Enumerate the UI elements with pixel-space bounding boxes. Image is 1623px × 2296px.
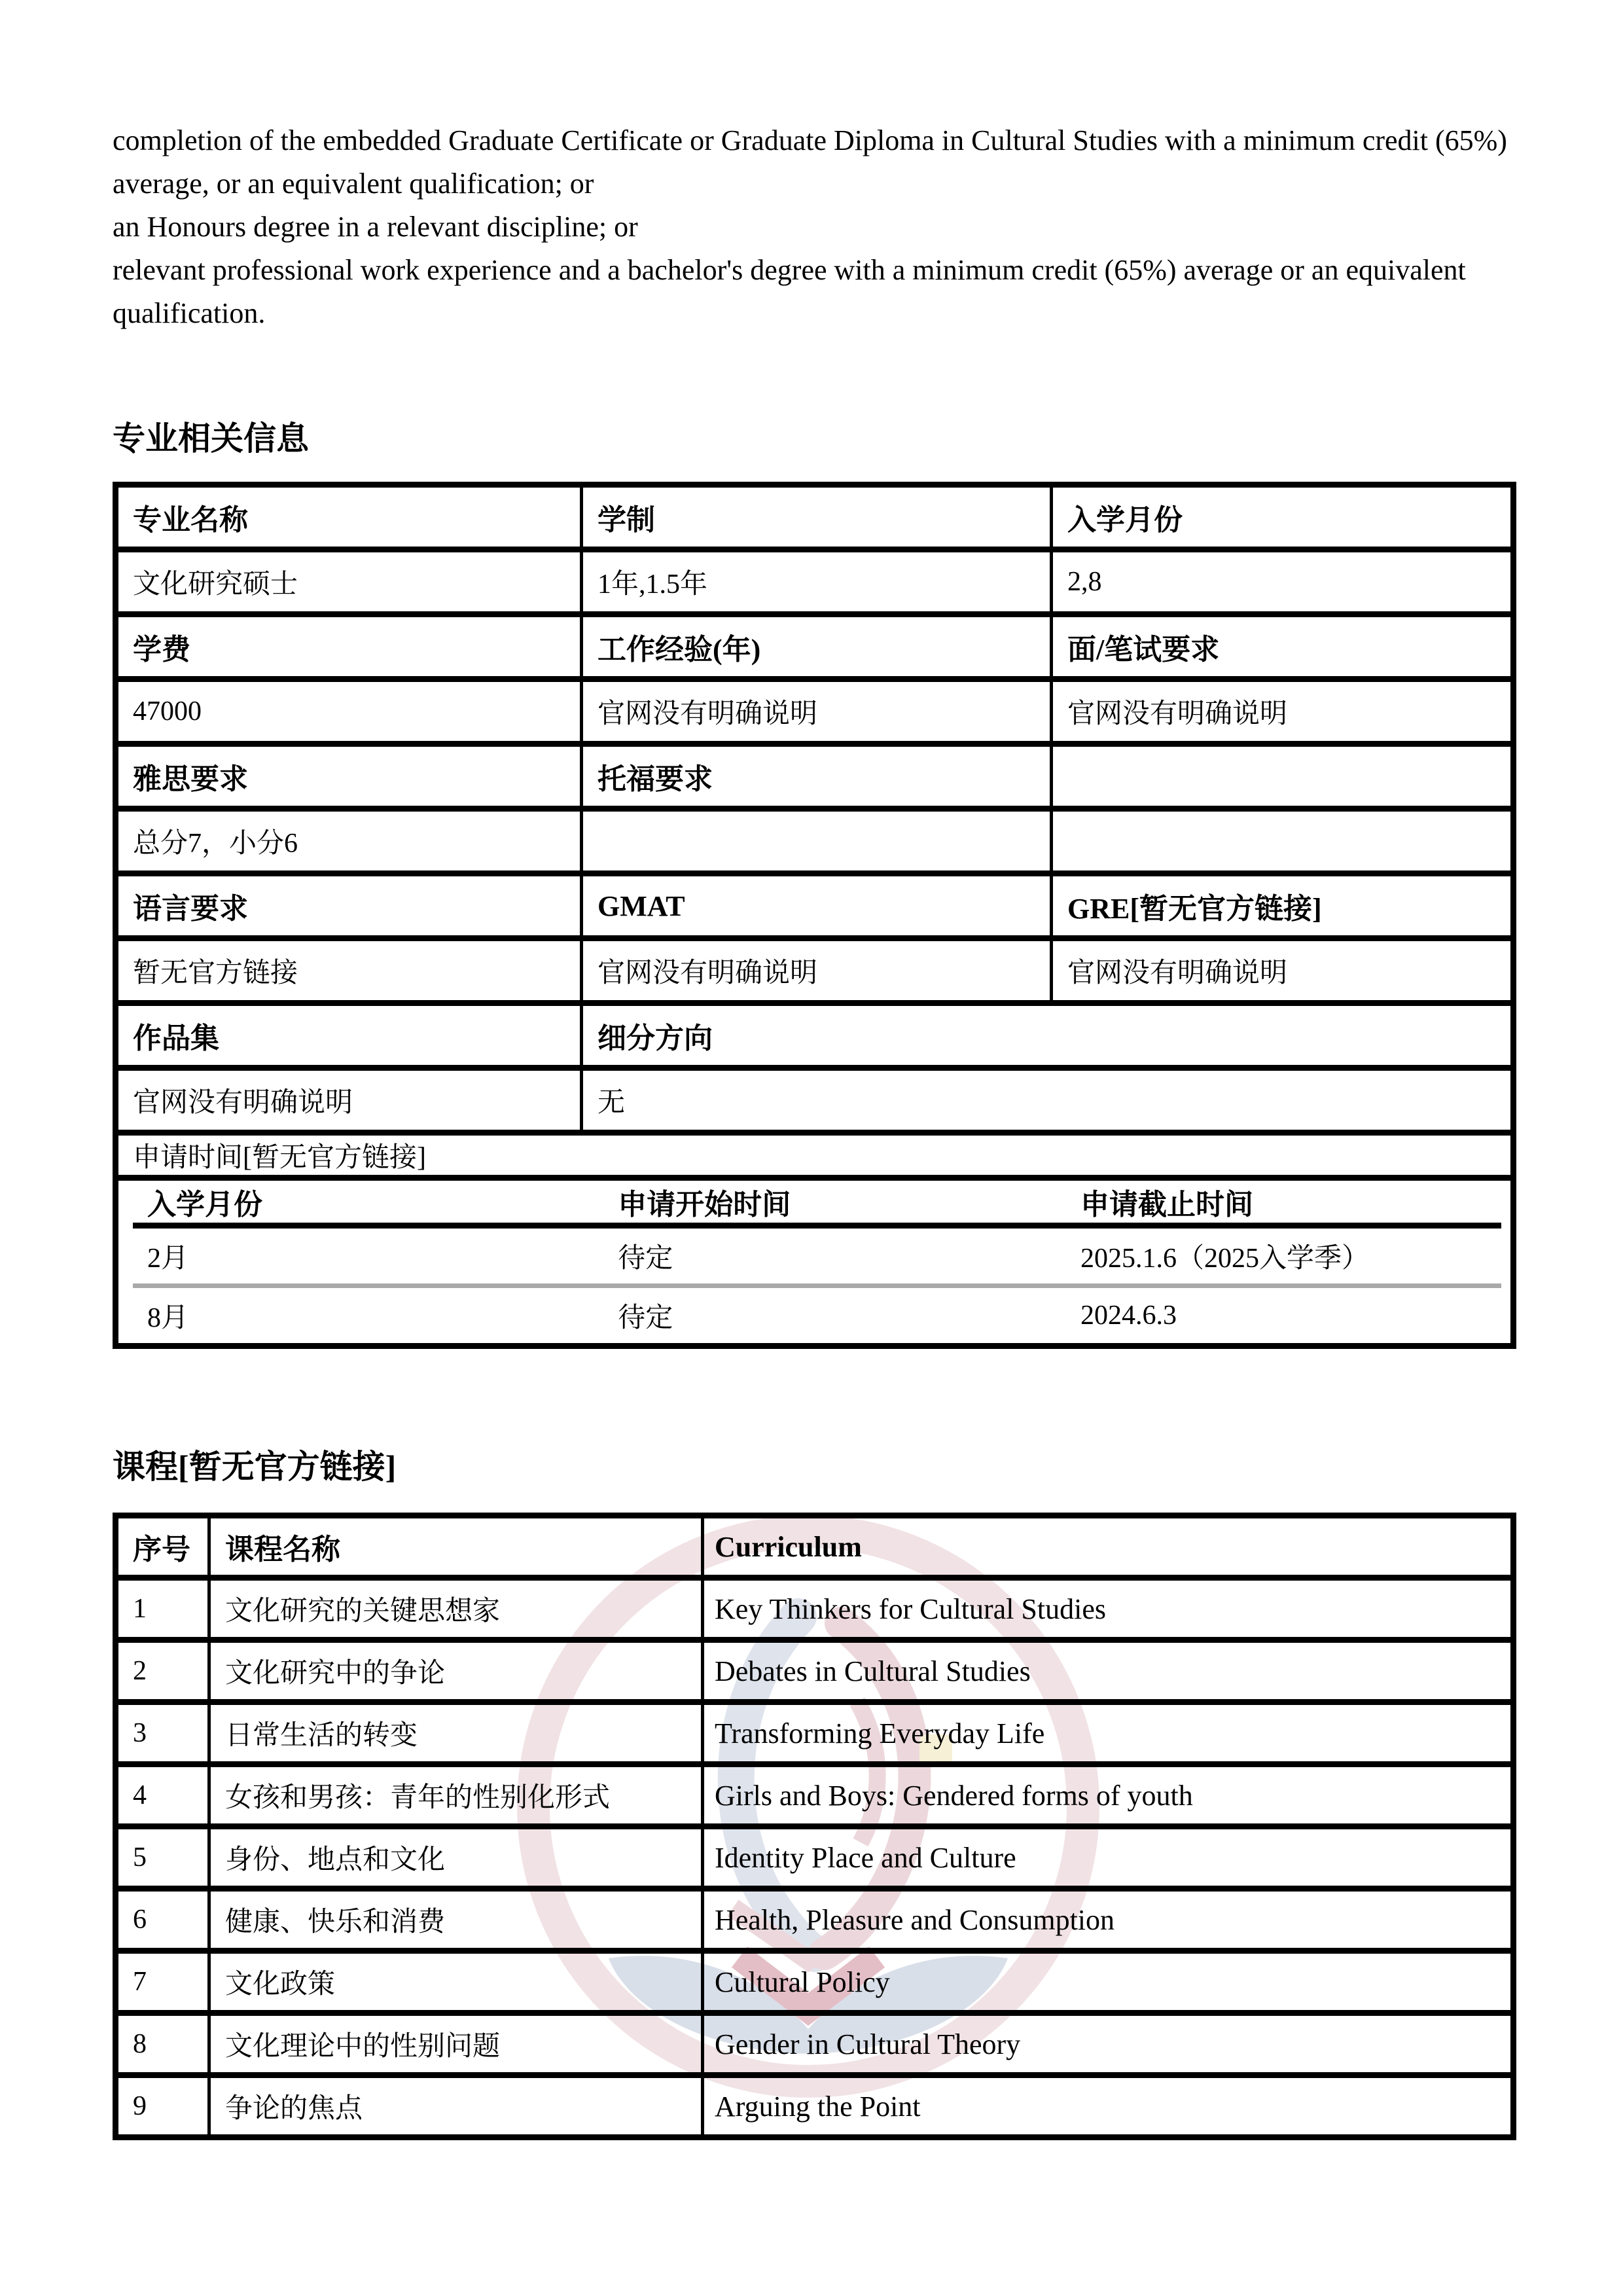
table-row <box>116 1951 1514 2013</box>
table-cell: 8月 <box>147 1303 189 1333</box>
course-name-en-cell: Girls and Boys: Gendered forms of youth <box>703 1765 1514 1827</box>
header-cell: 学制 <box>582 485 1052 550</box>
header-cell: GRE[暂无官方链接] <box>1052 874 1514 939</box>
table-header-row <box>116 485 1514 550</box>
table-row <box>116 809 1514 874</box>
course-name-cn-cell: 身份、地点和文化 <box>209 1827 703 1889</box>
course-name-cn-cell: 文化理论中的性别问题 <box>209 2013 703 2075</box>
course-name-en-cell: Cultural Policy <box>703 1951 1514 2013</box>
course-number-cell: 1 <box>116 1578 209 1640</box>
course-name-en-cell: Transforming Everyday Life <box>703 1702 1514 1765</box>
course-name-cn-cell: 文化政策 <box>209 1951 703 2013</box>
header-cell <box>1052 744 1514 809</box>
application-schedule-table <box>133 1181 1501 1343</box>
course-number-cell: 4 <box>116 1765 209 1827</box>
header-cell: 入学月份 <box>1052 485 1514 550</box>
table-header-row <box>133 1181 1501 1226</box>
course-name-en-cell: Health, Pleasure and Consumption <box>703 1889 1514 1951</box>
program-info-table <box>113 482 1516 1349</box>
course-name-cn-cell: 女孩和男孩：青年的性别化形式 <box>209 1765 703 1827</box>
table-header-row <box>116 1516 1514 1578</box>
header-cell: 序号 <box>116 1516 209 1578</box>
course-name-cn-cell: 文化研究的关键思想家 <box>209 1578 703 1640</box>
table-row <box>116 679 1514 744</box>
table-cell: 2月 <box>133 1226 603 1286</box>
table-cell: 官网没有明确说明 <box>1052 679 1514 744</box>
course-name-en-cell: Arguing the Point <box>703 2075 1514 2138</box>
table-header-row <box>116 615 1514 679</box>
header-cell: 入学月份 <box>133 1181 603 1226</box>
table-row <box>116 1578 1514 1640</box>
header-cell: 工作经验(年) <box>582 615 1052 679</box>
table-header-row <box>116 744 1514 809</box>
header-cell: 托福要求 <box>582 744 1052 809</box>
header-cell: 语言要求 <box>116 874 582 939</box>
table-row <box>116 1889 1514 1951</box>
course-name-en-cell: Identity Place and Culture <box>703 1827 1514 1889</box>
table-cell: 暂无官方链接 <box>116 939 582 1003</box>
course-number-cell: 6 <box>116 1889 209 1951</box>
table-row <box>116 1068 1514 1133</box>
table-row <box>116 1827 1514 1889</box>
course-name-en-cell: Key Thinkers for Cultural Studies <box>703 1578 1514 1640</box>
course-number-cell: 3 <box>116 1702 209 1765</box>
course-number-cell: 7 <box>116 1951 209 2013</box>
table-cell <box>1052 809 1514 874</box>
table-cell: 无 <box>582 1068 1514 1133</box>
requirement-line: an Honours degree in a relevant discipline; or <box>113 211 638 243</box>
table-cell: 2025.1.6（2025入学季） <box>1066 1226 1501 1286</box>
header-cell: 学费 <box>116 615 582 679</box>
requirement-line: relevant professional work experience and a bachelor's degree with a minimum credit (65%) average or an equivalent qualification. <box>113 254 1466 329</box>
table-row <box>116 2013 1514 2075</box>
course-number-cell: 9 <box>116 2075 209 2138</box>
course-name-en-cell: Debates in Cultural Studies <box>703 1640 1514 1702</box>
table-cell: 文化研究硕士 <box>116 550 582 615</box>
table-row <box>116 550 1514 615</box>
application-time-cell: 申请时间[暂无官方链接] <box>116 1133 1514 1178</box>
header-cell: 申请开始时间 <box>603 1181 1066 1226</box>
requirement-line: completion of the embedded Graduate Certificate or Graduate Diploma in Cultural Studies with a minimum credit (65%) average, or an equivalent qualification; or <box>113 124 1507 200</box>
table-row <box>116 939 1514 1003</box>
header-cell: 细分方向 <box>582 1003 1514 1068</box>
table-cell: 待定 <box>618 1303 673 1333</box>
table-header-row <box>116 1003 1514 1068</box>
header-cell: 专业名称 <box>116 485 582 550</box>
admission-requirements-paragraph <box>113 0 1510 335</box>
header-cell: GMAT <box>582 874 1052 939</box>
table-row <box>116 2075 1514 2138</box>
table-header-row <box>116 874 1514 939</box>
table-cell: 待定 <box>603 1226 1066 1286</box>
table-cell: 官网没有明确说明 <box>1052 939 1514 1003</box>
table-cell: 47000 <box>116 679 582 744</box>
table-cell: 总分7，小分6 <box>116 809 582 874</box>
table-cell: 2,8 <box>1052 550 1514 615</box>
table-cell: 官网没有明确说明 <box>582 679 1052 744</box>
table-row <box>116 1178 1514 1346</box>
course-number-cell: 5 <box>116 1827 209 1889</box>
table-cell: 官网没有明确说明 <box>582 939 1052 1003</box>
header-cell: Curriculum <box>703 1516 1514 1578</box>
section-title-program-info: 专业相关信息 <box>113 420 309 457</box>
table-row <box>116 1702 1514 1765</box>
schedule-container-cell <box>116 1178 1514 1346</box>
course-name-cn-cell: 健康、快乐和消费 <box>209 1889 703 1951</box>
table-row <box>133 1226 1501 1286</box>
section-title-courses: 课程[暂无官方链接] <box>113 1448 397 1485</box>
header-cell: 作品集 <box>116 1003 582 1068</box>
table-cell: 1年,1.5年 <box>582 550 1052 615</box>
table-cell <box>582 809 1052 874</box>
table-row <box>116 1640 1514 1702</box>
header-cell: 雅思要求 <box>116 744 582 809</box>
course-name-cn-cell: 文化研究中的争论 <box>209 1640 703 1702</box>
table-cell: 官网没有明确说明 <box>116 1068 582 1133</box>
course-name-cn-cell: 日常生活的转变 <box>209 1702 703 1765</box>
course-name-cn-cell: 争论的焦点 <box>209 2075 703 2138</box>
course-number-cell: 8 <box>116 2013 209 2075</box>
course-name-en-cell: Gender in Cultural Theory <box>703 2013 1514 2075</box>
table-row <box>116 1765 1514 1827</box>
course-number-cell: 2 <box>116 1640 209 1702</box>
header-cell: 面/笔试要求 <box>1052 615 1514 679</box>
table-row <box>133 1286 1501 1344</box>
table-cell: 2024.6.3 <box>1080 1300 1177 1331</box>
table-row <box>116 1133 1514 1178</box>
header-cell: 课程名称 <box>209 1516 703 1578</box>
header-cell: 申请截止时间 <box>1066 1181 1501 1226</box>
course-table <box>113 1513 1516 2140</box>
